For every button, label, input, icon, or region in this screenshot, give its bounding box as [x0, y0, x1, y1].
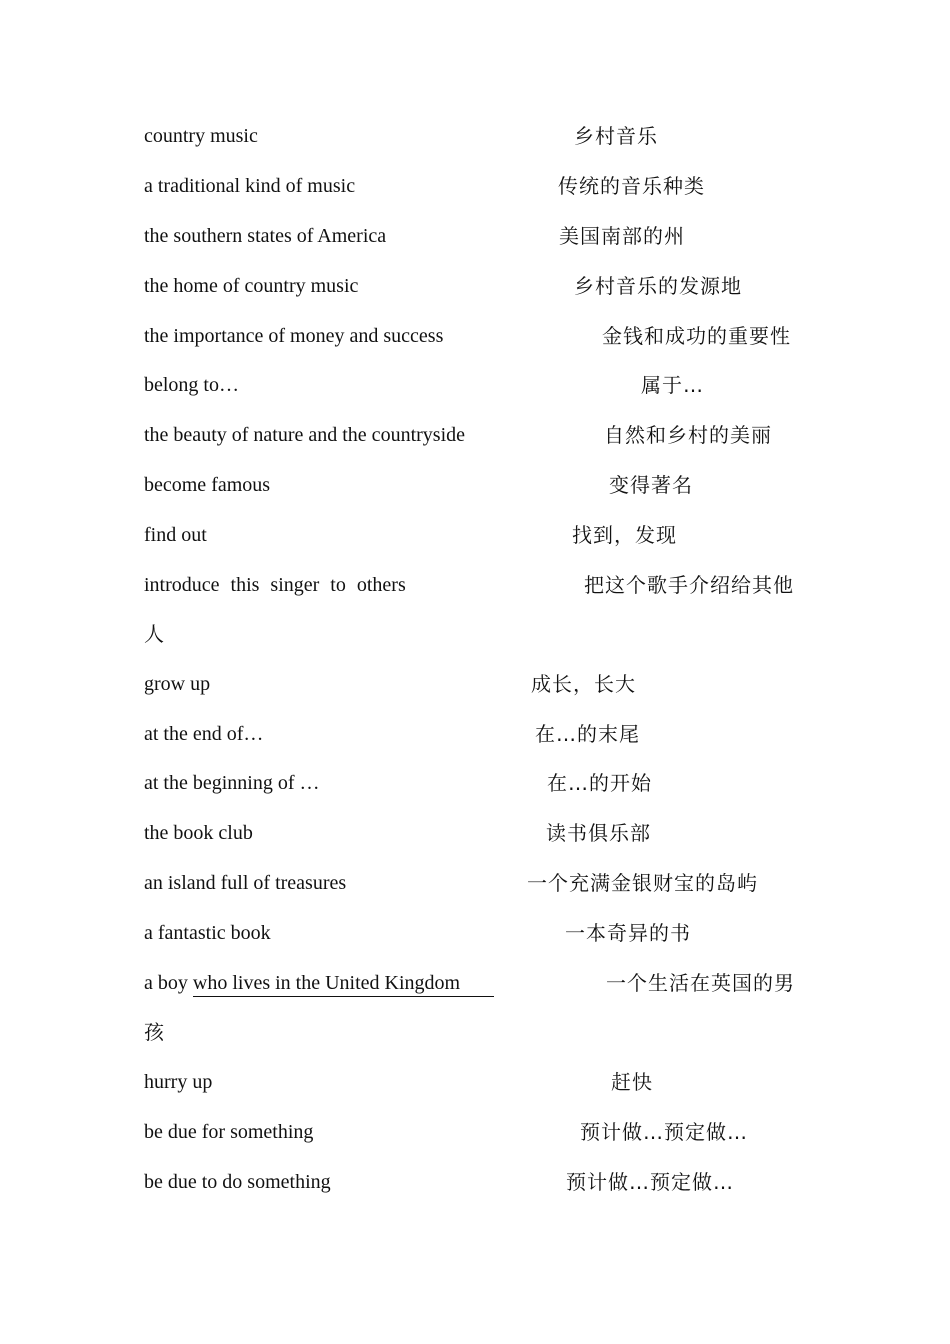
- chinese-translation: 乡村音乐的发源地: [574, 274, 742, 298]
- english-phrase: belong to…: [144, 374, 239, 396]
- vocab-row: [0, 221, 950, 251]
- vocab-row: [0, 321, 950, 351]
- underlined-clause: who lives in the United Kingdom: [193, 970, 494, 997]
- vocab-row: [0, 520, 950, 550]
- english-phrase: at the beginning of …: [144, 772, 320, 794]
- chinese-translation: 变得著名: [609, 473, 693, 497]
- vocab-row: [0, 570, 950, 600]
- english-phrase: the home of country music: [144, 275, 359, 297]
- chinese-translation: 美国南部的州: [559, 224, 685, 248]
- chinese-translation: 在…的开始: [547, 771, 652, 795]
- vocab-row: [0, 818, 950, 848]
- vocab-row: [0, 370, 950, 400]
- chinese-translation: 一本奇异的书: [565, 921, 691, 945]
- chinese-translation: 把这个歌手介绍给其他: [584, 573, 794, 597]
- english-phrase: grow up: [144, 673, 211, 695]
- english-phrase: hurry up: [144, 1071, 213, 1093]
- english-phrase: be due to do something: [144, 1171, 331, 1193]
- chinese-translation: 一个充满金银财宝的岛屿: [527, 871, 758, 895]
- vocab-row: [0, 868, 950, 898]
- english-phrase: become famous: [144, 474, 271, 496]
- chinese-translation: 读书俱乐部: [546, 821, 651, 845]
- chinese-translation: 传统的音乐种类: [558, 174, 705, 198]
- english-phrase: the southern states of America: [144, 225, 387, 247]
- chinese-translation: 金钱和成功的重要性: [602, 324, 791, 348]
- chinese-translation: 自然和乡村的美丽: [604, 423, 772, 447]
- vocab-row: [0, 1117, 950, 1147]
- vocab-row: [0, 271, 950, 301]
- vocab-row: [0, 1167, 950, 1197]
- english-phrase: be due for something: [144, 1121, 314, 1143]
- vocab-row: [0, 719, 950, 749]
- english-phrase: at the end of…: [144, 723, 264, 745]
- chinese-translation: 成长，长大: [531, 672, 636, 696]
- vocab-row: [0, 121, 950, 151]
- vocab-row: [0, 171, 950, 201]
- chinese-translation: 乡村音乐: [574, 124, 658, 148]
- chinese-translation-wrap: 孩: [144, 1020, 164, 1044]
- chinese-translation: 预计做…预定做…: [566, 1170, 734, 1194]
- english-phrase: country music: [144, 125, 258, 147]
- english-phrase: the book club: [144, 822, 253, 844]
- english-phrase: introduce this singer to others: [144, 574, 406, 596]
- vocab-row: [0, 1067, 950, 1097]
- english-phrase: a traditional kind of music: [144, 175, 356, 197]
- chinese-translation: 赶快: [611, 1070, 653, 1094]
- english-phrase: the importance of money and success: [144, 325, 444, 347]
- vocab-row: [0, 420, 950, 450]
- vocab-row: [0, 768, 950, 798]
- chinese-translation: 属于…: [641, 373, 704, 397]
- english-phrase: an island full of treasures: [144, 872, 347, 894]
- chinese-translation: 在…的末尾: [535, 722, 640, 746]
- english-phrase: [144, 968, 494, 998]
- english-phrase: the beauty of nature and the countryside: [144, 424, 465, 446]
- vocab-row: [0, 470, 950, 500]
- english-phrase: a fantastic book: [144, 922, 271, 944]
- chinese-translation: 一个生活在英国的男: [606, 971, 795, 995]
- vocab-row: [0, 669, 950, 699]
- chinese-translation: 预计做…预定做…: [580, 1120, 748, 1144]
- vocab-row: [0, 968, 950, 998]
- chinese-translation-wrap: 人: [144, 622, 164, 646]
- english-phrase-prefix: a boy: [144, 972, 188, 994]
- chinese-translation: 找到，发现: [572, 523, 677, 547]
- english-phrase: find out: [144, 524, 207, 546]
- vocab-row: [0, 918, 950, 948]
